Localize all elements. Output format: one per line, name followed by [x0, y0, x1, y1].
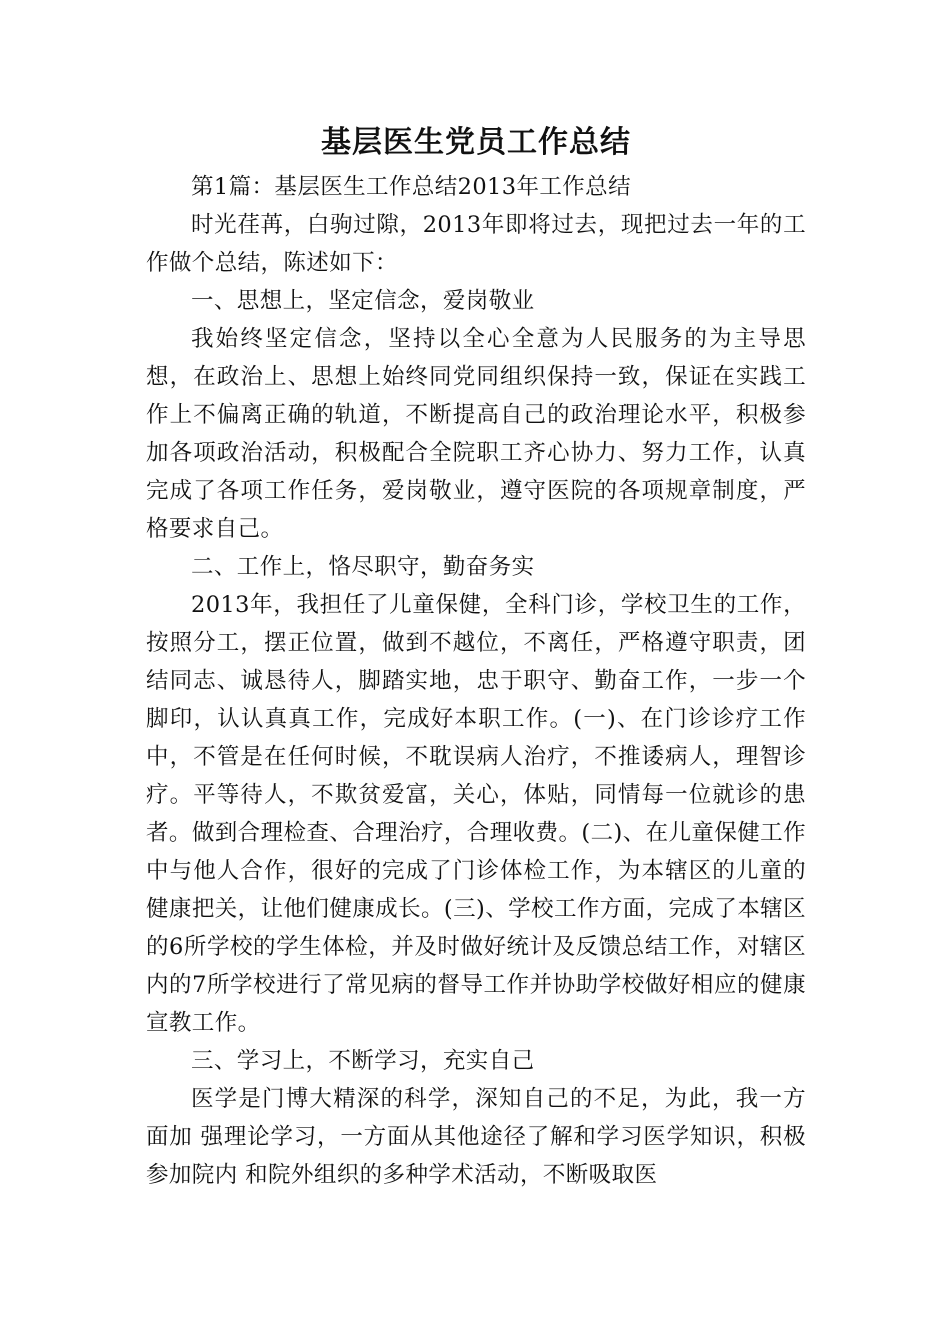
paragraph-intro: 时光荏苒，白驹过隙，2013年即将过去，现把过去一年的工作做个总结，陈述如下：	[146, 212, 806, 276]
paragraph-article-heading: 第1篇：基层医生工作总结2013年工作总结	[191, 174, 631, 200]
paragraph-section-3: 医学是门博大精深的科学，深知自己的不足，为此，我一方面加 强理论学习，一方面从其他途径了解和学习医学知识，积极参加院内 和院外组织的多种学术活动，不断吸取医	[146, 1086, 806, 1188]
paragraph-section-1: 我始终坚定信念，坚持以全心全意为人民服务的为主导思想，在政治上、思想上始终同党同组织保持一致，保证在实践工作上不偏离正确的轨道，不断提高自己的政治理论水平，积极参加各项政治活动，积极配合全院职工齐心协力、努力工作，认真完成了各项工作任务，爱岗敬业，遵守医院的各项规章制度，严格要求自己。	[146, 326, 806, 542]
section-heading-3: 三、学习上，不断学习，充实自己	[191, 1048, 535, 1074]
section-heading-2: 二、工作上，恪尽职守，勤奋务实	[191, 554, 535, 580]
section-heading-1: 一、思想上，坚定信念，爱岗敬业	[191, 288, 535, 314]
document-title: 基层医生党员工作总结	[321, 125, 631, 160]
document-page	[146, 120, 806, 1194]
paragraph-section-2: 2013年，我担任了儿童保健，全科门诊，学校卫生的工作，按照分工，摆正位置，做到不越位，不离任，严格遵守职责，团结同志、诚恳待人，脚踏实地，忠于职守、勤奋工作，一步一个脚印，认认真真工作，完成好本职工作。(一)、在门诊诊疗工作中，不管是在任何时候，不耽误病人治疗，不推诿病人，理智诊疗。平等待人，不欺贫爱富，关心，体贴，同情每一位就诊的患者。做到合理检查、合理治疗，合理收费。(二)、在儿童保健工作中与他人合作，很好的完成了门诊体检工作，为本辖区的儿童的健康把关，让他们健康成长。(三)、学校工作方面，完成了本辖区的6所学校的学生体检，并及时做好统计及反馈总结工作，对辖区内的7所学校进行了常见病的督导工作并协助学校做好相应的健康宣教工作。	[146, 592, 806, 1036]
